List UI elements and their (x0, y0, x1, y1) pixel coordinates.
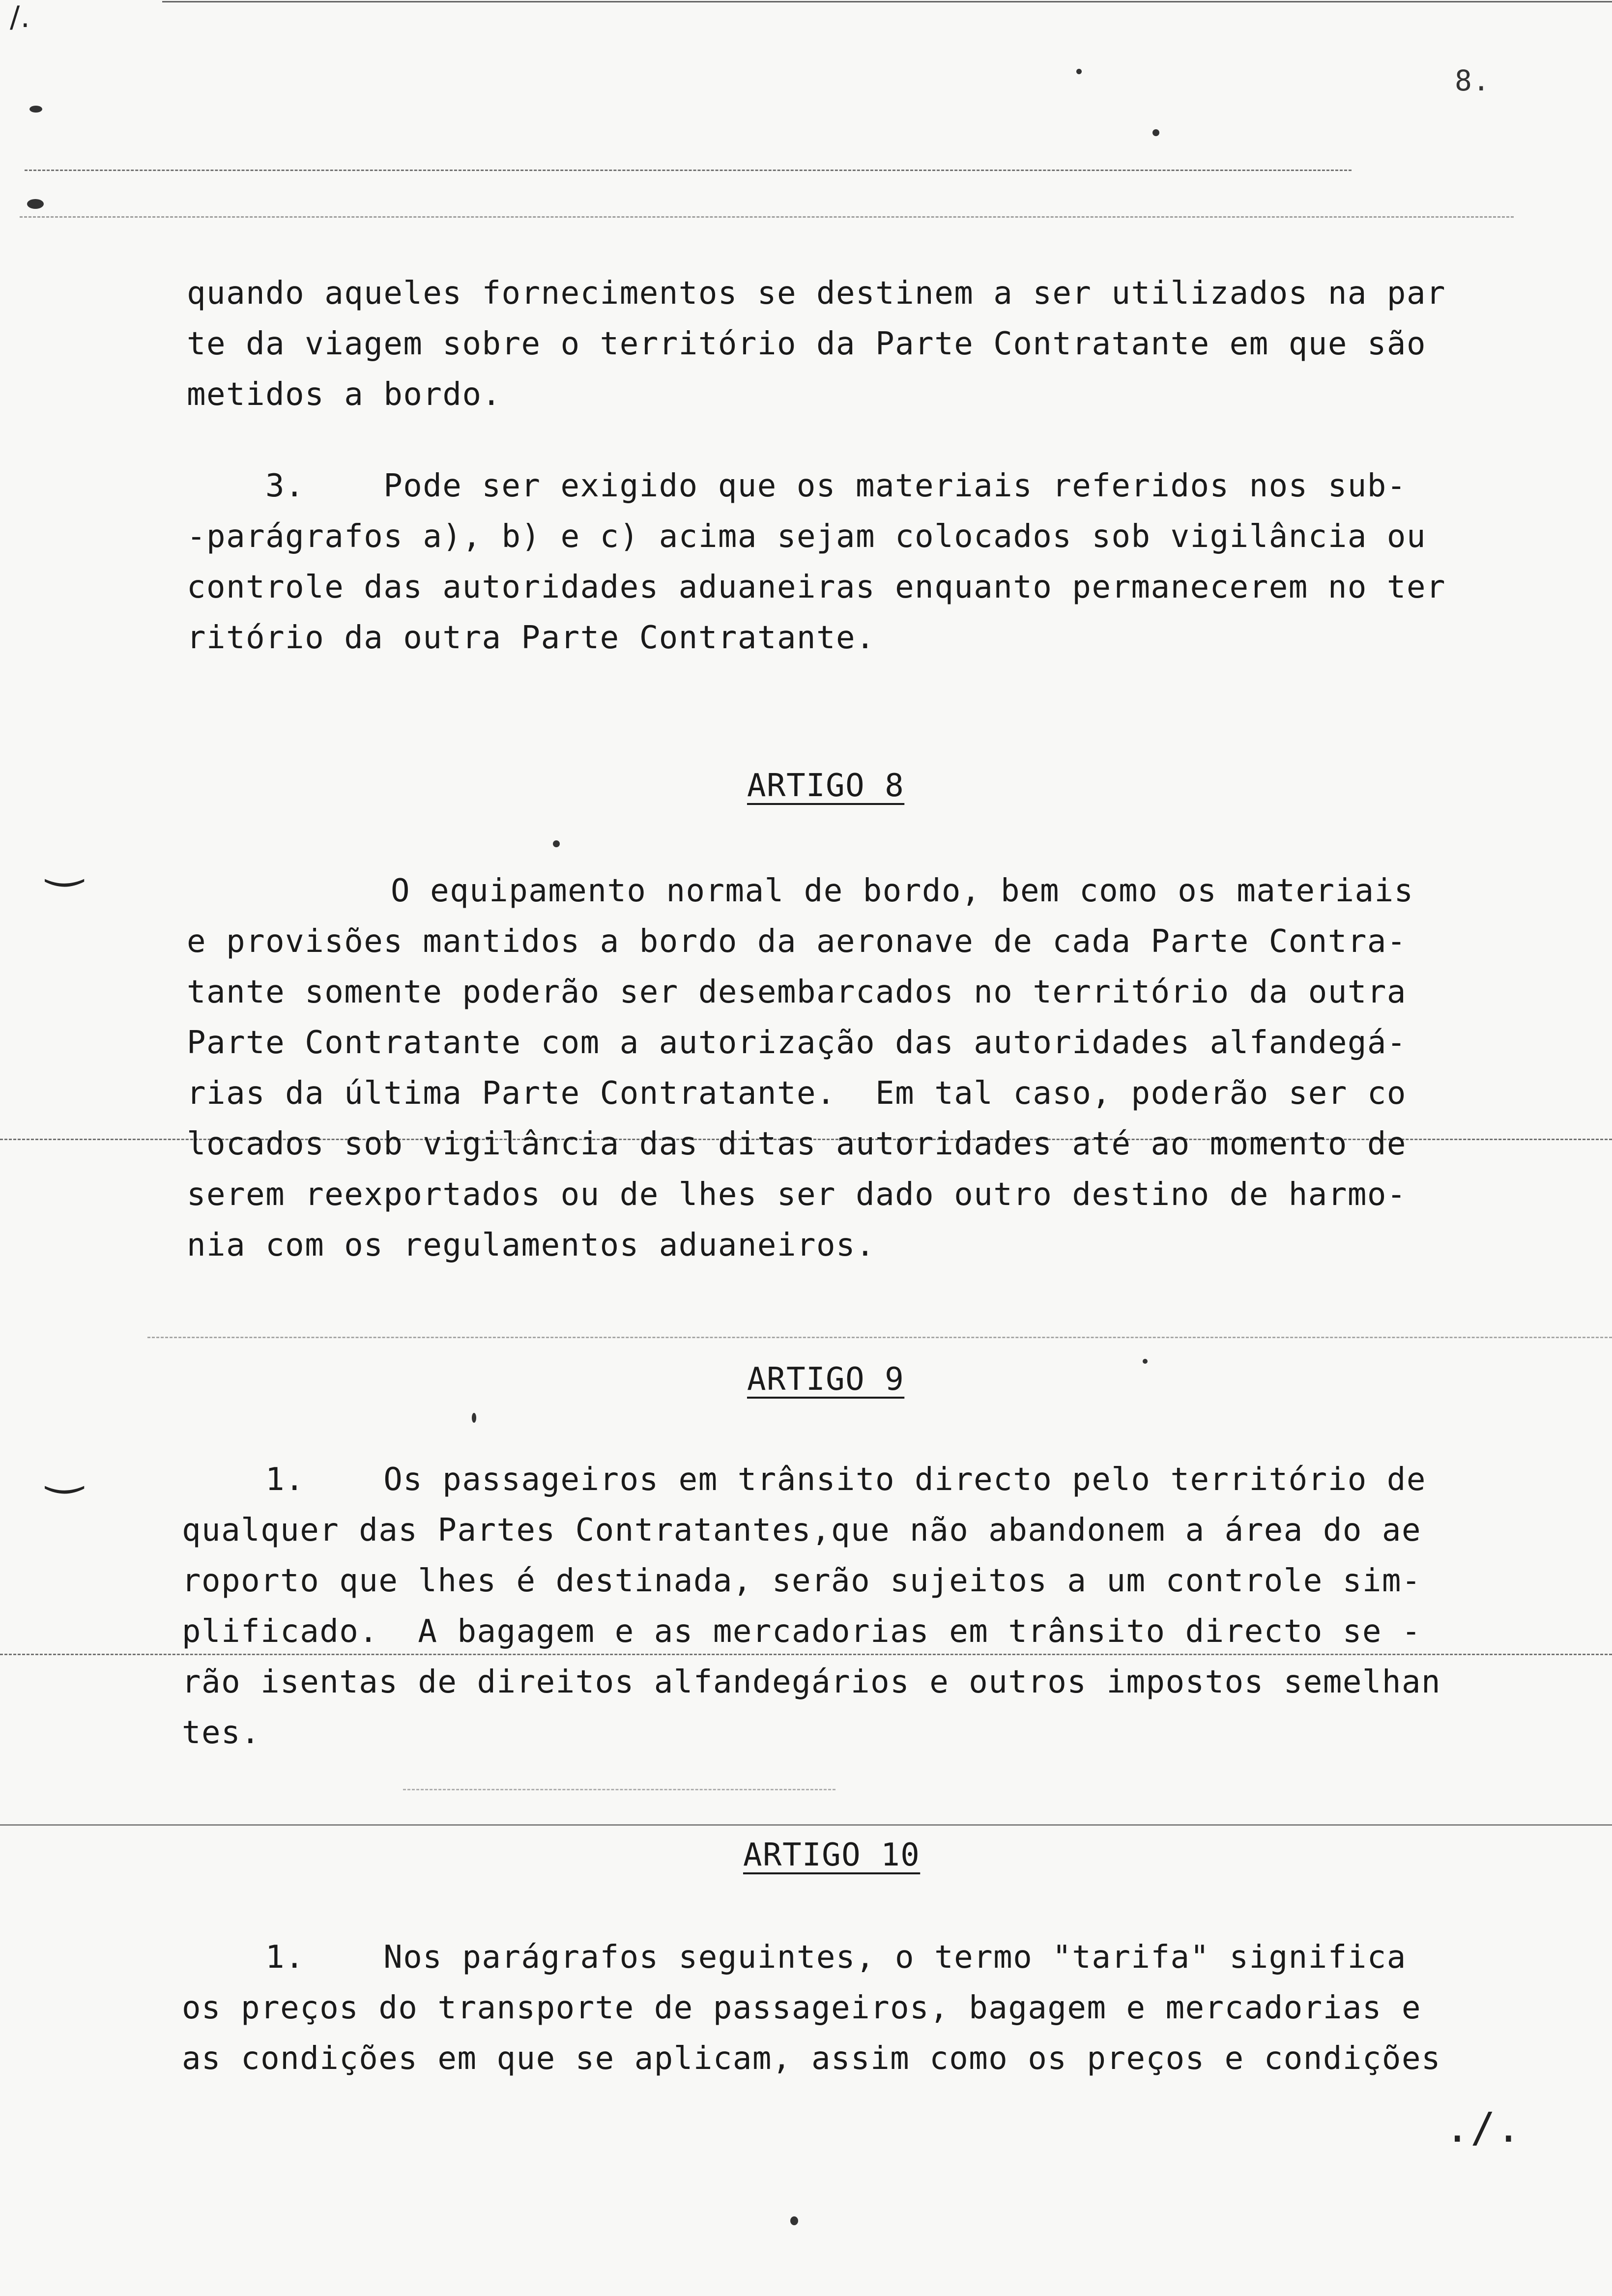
paragraph-line: te da viagem sobre o território da Parte Contratante em que são (187, 326, 1426, 362)
scan-artifact-line (0, 1824, 1612, 1826)
speck (27, 199, 44, 209)
paragraph-line: 1. Os passageiros em trânsito directo pelo território de (265, 1462, 1426, 1498)
speck (1152, 129, 1159, 136)
paragraph-line: 3. Pode ser exigido que os materiais referidos nos sub- (265, 468, 1407, 504)
paragraph-line: serem reexportados ou de lhes ser dado outro destino de harmo- (187, 1177, 1407, 1213)
paragraph-line: O equipamento normal de bordo, bem como os materiais (391, 873, 1414, 909)
margin-mark-icon: ‿ (47, 835, 83, 887)
paragraph-line: ritório da outra Parte Contratante. (187, 620, 876, 656)
paragraph-line: controle das autoridades aduaneiras enquanto permanecerem no ter (187, 569, 1446, 605)
paragraph-line: as condições em que se aplicam, assim como os preços e condições (182, 2040, 1441, 2077)
paragraph-line: 1. Nos parágrafos seguintes, o termo "tarifa" significa (265, 1939, 1407, 1976)
paragraph-line: rão isentas de direitos alfandegários e outros impostos semelhan (182, 1664, 1441, 1700)
paragraph-line: quando aqueles fornecimentos se destinem a ser utilizados na par (187, 275, 1446, 312)
scan-artifact-line (20, 216, 1514, 218)
article-heading: ARTIGO 10 (743, 1837, 921, 1873)
continuation-mark: ./. (1445, 2103, 1522, 2152)
paragraph-line: metidos a bordo. (187, 376, 502, 413)
paragraph-line: e provisões mantidos a bordo da aeronave de cada Parte Contra- (187, 923, 1407, 960)
top-border-line (162, 1, 1612, 2)
paragraph-line: Parte Contratante com a autorização das autoridades alfandegá- (187, 1025, 1407, 1061)
scan-artifact-line (25, 170, 1352, 171)
page-number: 8. (1455, 64, 1491, 97)
paragraph-line: -parágrafos a), b) e c) acima sejam colocados sob vigilância ou (187, 518, 1426, 555)
paragraph-line: tante somente poderão ser desembarcados no território da outra (187, 974, 1407, 1010)
article-heading: ARTIGO 8 (747, 768, 905, 804)
corner-mark-icon: /. (10, 0, 31, 34)
paragraph-line: os preços do transporte de passageiros, bagagem e mercadorias e (182, 1990, 1421, 2026)
article-heading: ARTIGO 9 (747, 1361, 905, 1398)
margin-mark-icon: ‿ (47, 1442, 83, 1494)
speck (553, 840, 560, 847)
paragraph-line: nia com os regulamentos aduaneiros. (187, 1227, 876, 1263)
paragraph-line: rias da última Parte Contratante. Em tal caso, poderão ser co (187, 1075, 1407, 1112)
speck (29, 106, 42, 113)
paragraph-line: roporto que lhes é destinada, serão sujeitos a um controle sim- (182, 1563, 1421, 1599)
paragraph-line: tes. (182, 1715, 261, 1751)
speck (472, 1413, 476, 1423)
speck (1143, 1359, 1148, 1364)
paragraph-line: plificado. A bagagem e as mercadorias em trânsito directo se - (182, 1613, 1421, 1650)
paragraph-line: qualquer das Partes Contratantes,que não abandonem a área do ae (182, 1512, 1421, 1549)
scan-artifact-line (147, 1337, 1612, 1338)
speck (790, 2216, 798, 2225)
speck (1076, 69, 1082, 74)
scan-artifact-line (403, 1789, 835, 1790)
scan-artifact-line (0, 1654, 1612, 1655)
paragraph-line: locados sob vigilância das ditas autoridades até ao momento de (187, 1126, 1407, 1162)
